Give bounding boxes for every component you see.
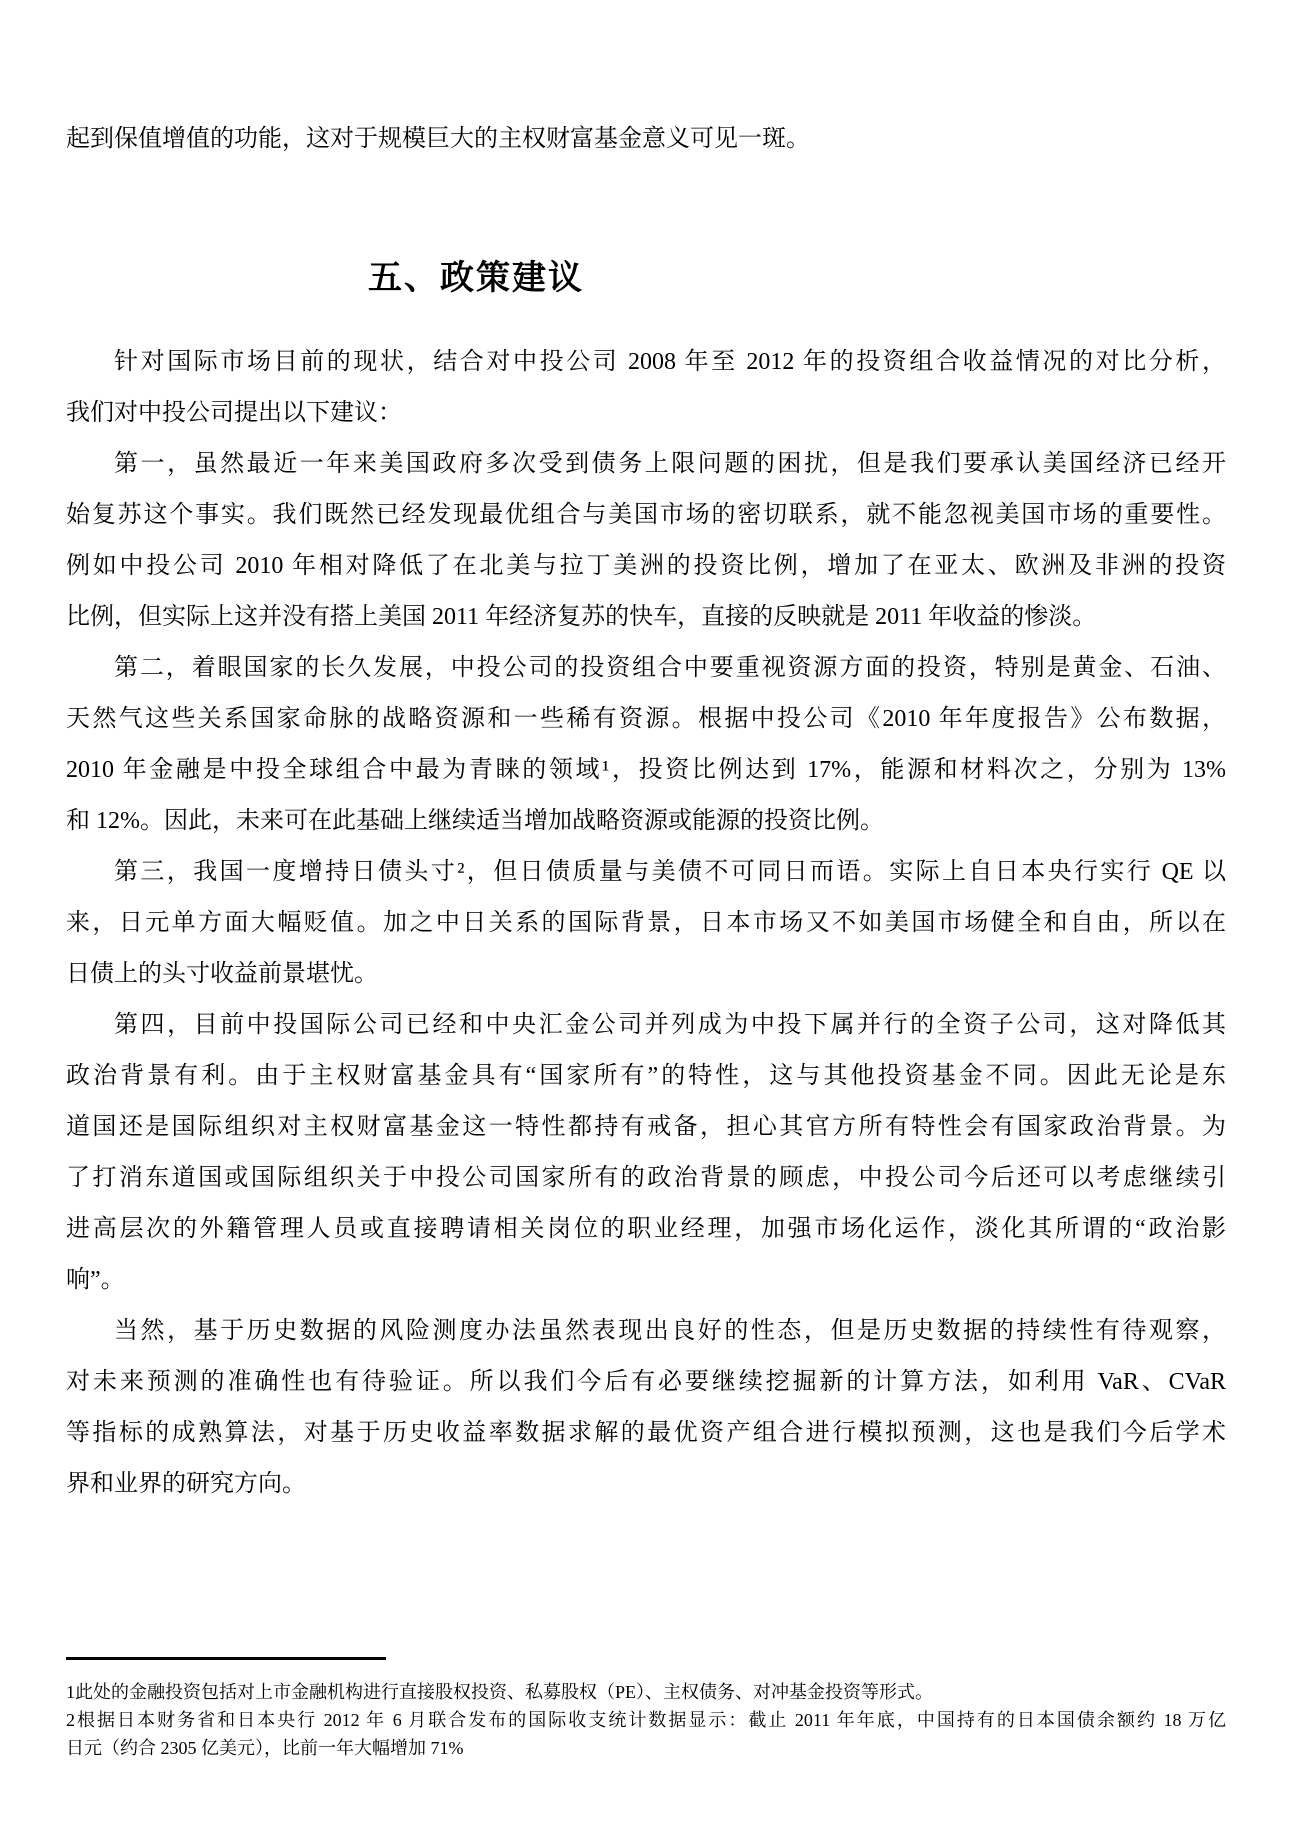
text-line: 响”。 xyxy=(66,1267,125,1293)
text-line: 来，日元单方面大幅贬值。加之中日关系的国际背景，日本市场又不如美国市场健全和自由，所以在 xyxy=(66,910,1226,936)
text-line: 1此处的金融投资包括对上市金融机构进行直接股权投资、私募股权（PE）、主权债务、对冲基金投资等形式。 xyxy=(66,1682,934,1702)
body-paragraph xyxy=(66,1000,1226,1306)
text-line: 例如中投公司 2010 年相对降低了在北美与拉丁美洲的投资比例，增加了在亚太、欧洲及非洲的投资 xyxy=(66,553,1226,579)
text-line: 第三，我国一度增持日债头寸²，但日债质量与美债不可同日而语。实际上自日本央行实行 QE 以 xyxy=(114,859,1226,885)
text-line: 当然，基于历史数据的风险测度办法虽然表现出良好的性态，但是历史数据的持续性有待观察， xyxy=(114,1318,1226,1344)
body-paragraph xyxy=(66,847,1226,1000)
footnote xyxy=(66,1678,1226,1706)
footnotes xyxy=(66,1678,1226,1762)
text-line: 日债上的头寸收益前景堪忧。 xyxy=(66,961,378,987)
body-paragraph xyxy=(66,1306,1226,1510)
text-line: 道国还是国际组织对主权财富基金这一特性都持有戒备，担心其官方所有特性会有国家政治背景。为 xyxy=(66,1114,1226,1140)
continuation-paragraph-line: 起到保值增值的功能，这对于规模巨大的主权财富基金意义可见一斑。 xyxy=(66,126,810,152)
text-line: 进高层次的外籍管理人员或直接聘请相关岗位的职业经理，加强市场化运作，淡化其所谓的“政治影 xyxy=(66,1216,1226,1242)
text-line: 2010 年金融是中投全球组合中最为青睐的领域¹，投资比例达到 17%，能源和材料次之，分别为 13% xyxy=(66,757,1226,783)
text-line: 针对国际市场目前的现状，结合对中投公司 2008 年至 2012 年的投资组合收益情况的对比分析， xyxy=(114,349,1226,375)
text-line: 第二，着眼国家的长久发展，中投公司的投资组合中要重视资源方面的投资，特别是黄金、石油、 xyxy=(114,655,1226,681)
text-line: 了打消东道国或国际组织关于中投公司国家所有的政治背景的顾虑，中投公司今后还可以考虑继续引 xyxy=(66,1165,1226,1191)
text-line: 始复苏这个事实。我们既然已经发现最优组合与美国市场的密切联系，就不能忽视美国市场的重要性。 xyxy=(66,502,1226,528)
text-line: 日元（约合 2305 亿美元），比前一年大幅增加 71% xyxy=(66,1738,464,1758)
text-line: 天然气这些关系国家命脉的战略资源和一些稀有资源。根据中投公司《2010 年年度报告》公布数据， xyxy=(66,706,1226,732)
footnote xyxy=(66,1706,1226,1762)
text-line: 第一，虽然最近一年来美国政府多次受到债务上限问题的困扰，但是我们要承认美国经济已经开 xyxy=(114,451,1226,477)
body-paragraph xyxy=(66,439,1226,643)
section-heading: 五、政策建议 xyxy=(368,260,584,297)
footnote-separator xyxy=(66,1657,386,1660)
text-line: 对未来预测的准确性也有待验证。所以我们今后有必要继续挖掘新的计算方法，如利用 VaR、CVaR xyxy=(66,1369,1226,1395)
text-line: 2根据日本财务省和日本央行 2012 年 6 月联合发布的国际收支统计数据显示：截止 2011 年年底，中国持有的日本国债余额约 18 万亿 xyxy=(66,1710,1226,1730)
text-line: 比例，但实际上这并没有搭上美国 2011 年经济复苏的快车，直接的反映就是 2011 年收益的惨淡。 xyxy=(66,604,1097,630)
text-line: 第四，目前中投国际公司已经和中央汇金公司并列成为中投下属并行的全资子公司，这对降低其 xyxy=(114,1012,1226,1038)
body-paragraph xyxy=(66,337,1226,439)
text-line: 我们对中投公司提出以下建议： xyxy=(66,400,402,426)
body-paragraphs xyxy=(66,337,1226,1510)
text-line: 等指标的成熟算法，对基于历史收益率数据求解的最优资产组合进行模拟预测，这也是我们今后学术 xyxy=(66,1420,1226,1446)
text-line: 政治背景有利。由于主权财富基金具有“国家所有”的特性，这与其他投资基金不同。因此无论是东 xyxy=(66,1063,1226,1089)
body-paragraph xyxy=(66,643,1226,847)
page-content xyxy=(66,0,1226,1762)
text-line: 界和业界的研究方向。 xyxy=(66,1471,306,1497)
text-line: 和 12%。因此，未来可在此基础上继续适当增加战略资源或能源的投资比例。 xyxy=(66,808,884,834)
